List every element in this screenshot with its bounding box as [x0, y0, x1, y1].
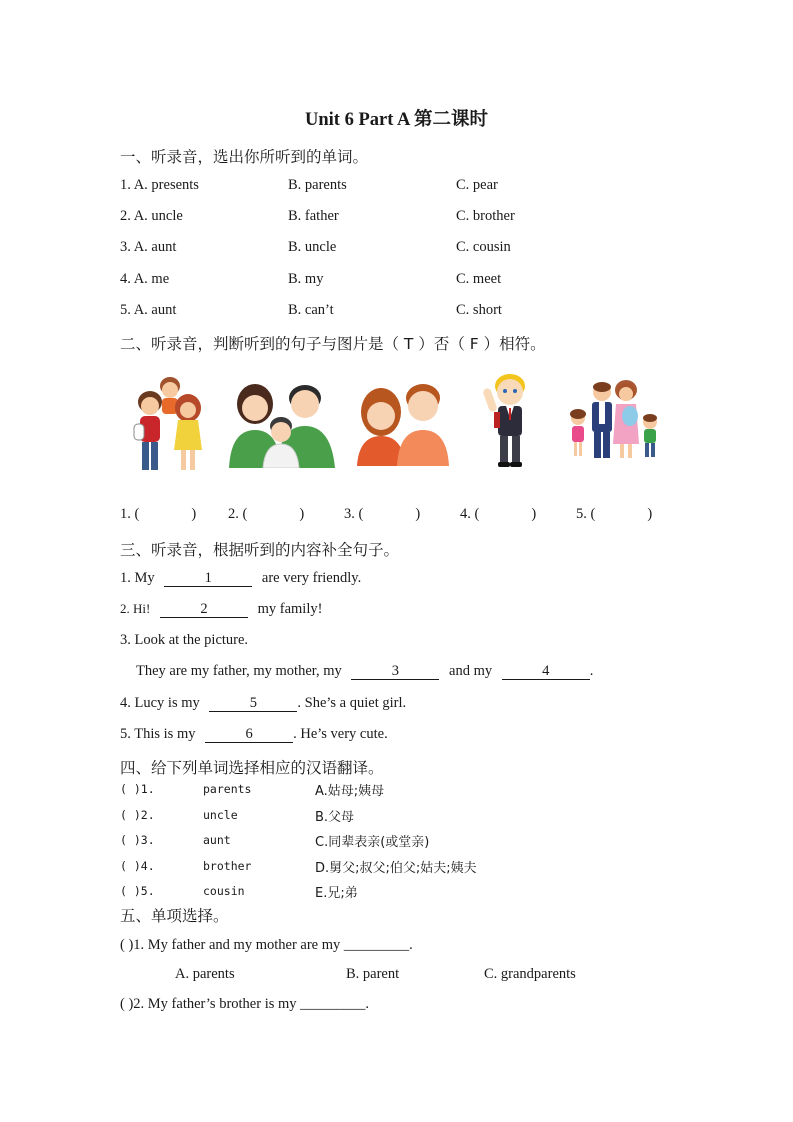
section-5-heading: 五、单项选择。: [120, 907, 229, 925]
match-answer-4[interactable]: ( )4.: [120, 859, 155, 873]
section-4-heading: 四、给下列单词选择相应的汉语翻译。: [120, 759, 384, 777]
q-num: 1.: [120, 177, 131, 193]
option-c: C. cousin: [456, 239, 511, 255]
q4-row: [120, 271, 169, 288]
family-with-baby-picture: [566, 372, 666, 464]
choice-option-b[interactable]: B. parent: [346, 966, 400, 982]
mother-father-picture: [355, 372, 451, 468]
q1-row: [120, 177, 199, 194]
q3-row: [120, 239, 176, 256]
match-translation: D.舅父;叔父;伯父;姑夫;姨夫: [315, 861, 477, 876]
option-c: C. brother: [456, 208, 515, 224]
q-num: 5.: [120, 302, 131, 318]
option-a: A. me: [133, 271, 170, 287]
q2-row: [120, 208, 183, 225]
option-b: B. parents: [288, 177, 347, 193]
answer-blank-3[interactable]: 3. ( ): [344, 506, 421, 522]
fill-blank-1[interactable]: 1: [164, 570, 252, 587]
fill-blank-2[interactable]: 2: [160, 601, 248, 618]
section-2-heading: 二、听录音，判断听到的句子与图片是（ T ）否（ F ）相符。: [120, 335, 546, 353]
choice-question-1: ( )1. My father and my mother are my _________.: [120, 937, 413, 953]
choice-option-c[interactable]: C. grandparents: [484, 966, 576, 982]
option-c: C. pear: [456, 177, 498, 193]
mother-father-child-picture: [225, 372, 337, 468]
answer-blank-1[interactable]: 1. ( ): [120, 506, 197, 522]
option-a: A. aunt: [133, 239, 177, 255]
option-a: A. presents: [133, 177, 199, 193]
q-num: 2.: [120, 208, 131, 224]
match-answer-1[interactable]: ( )1.: [120, 782, 155, 796]
sentence-2: 2. Hi! 2 my family!: [120, 601, 323, 617]
match-answer-3[interactable]: ( )3.: [120, 833, 155, 847]
fill-blank-6[interactable]: 6: [205, 726, 293, 743]
match-word: parents: [203, 782, 252, 796]
fill-blank-3[interactable]: 3: [351, 663, 439, 680]
answer-blank-5[interactable]: 5. ( ): [576, 506, 653, 522]
option-a: A. aunt: [133, 302, 177, 318]
match-translation: C.同辈表亲(或堂亲): [315, 835, 430, 850]
fill-blank-5[interactable]: 5: [209, 695, 297, 712]
match-word: cousin: [203, 884, 245, 898]
option-a: A. uncle: [133, 208, 183, 224]
match-translation: A.姑母;姨母: [315, 784, 385, 799]
sentence-5: 5. This is my 6 . He’s very cute.: [120, 726, 388, 742]
option-b: B. my: [288, 271, 324, 287]
sentence-1: 1. My 1 are very friendly.: [120, 570, 362, 586]
match-word: aunt: [203, 833, 231, 847]
answer-blank-4[interactable]: 4. ( ): [460, 506, 537, 522]
match-word: uncle: [203, 808, 238, 822]
page-title: Unit 6 Part A 第二课时: [305, 110, 488, 130]
match-word: brother: [203, 859, 252, 873]
boy-waving-picture: [480, 372, 536, 470]
section-1-heading: 一、听录音，选出你所听到的单词。: [120, 148, 369, 166]
sentence-3b: They are my father, my mother, my 3 and my 4 .: [136, 663, 594, 679]
match-answer-2[interactable]: ( )2.: [120, 808, 155, 822]
sentence-3: 3. Look at the picture.: [120, 632, 249, 648]
match-answer-5[interactable]: ( )5.: [120, 884, 155, 898]
option-b: B. father: [288, 208, 339, 224]
section-3-heading: 三、听录音，根据听到的内容补全句子。: [120, 541, 400, 559]
choice-option-a[interactable]: A. parents: [175, 966, 235, 982]
family-of-four-picture: [128, 372, 208, 476]
option-c: C. meet: [456, 271, 502, 287]
match-translation: E.兄;弟: [315, 886, 358, 901]
answer-blank-2[interactable]: 2. ( ): [228, 506, 305, 522]
option-c: C. short: [456, 302, 502, 318]
q5-row: [120, 302, 176, 319]
match-translation: B.父母: [315, 810, 355, 825]
choice-question-2: ( )2. My father’s brother is my _________.: [120, 996, 370, 1012]
q-num: 4.: [120, 271, 131, 287]
sentence-4: 4. Lucy is my 5 . She’s a quiet girl.: [120, 695, 407, 711]
option-b: B. uncle: [288, 239, 337, 255]
q-num: 3.: [120, 239, 131, 255]
option-b: B. can’t: [288, 302, 334, 318]
fill-blank-4[interactable]: 4: [502, 663, 590, 680]
